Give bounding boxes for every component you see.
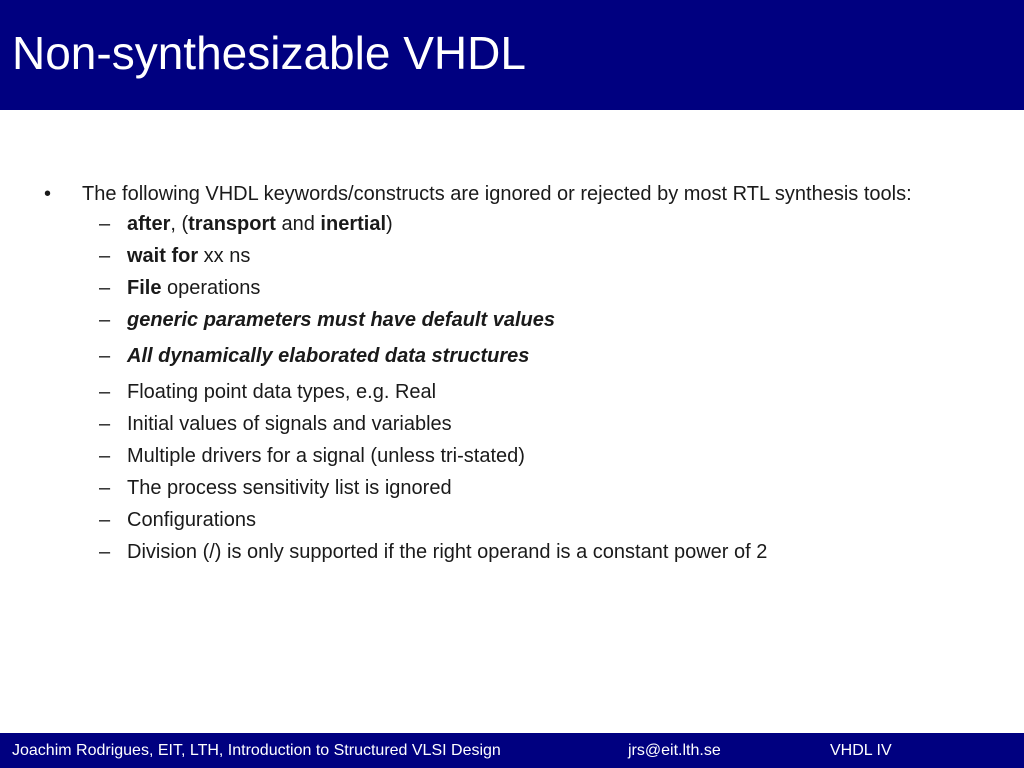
drivers-text: Multiple drivers for a signal (unless tri-stated) xyxy=(127,445,525,467)
dash-marker: – xyxy=(99,381,111,403)
text-close: ) xyxy=(386,213,393,235)
bullet-marker: • xyxy=(44,183,52,205)
text-sep: , ( xyxy=(170,213,189,235)
list-item-drivers xyxy=(99,444,944,468)
list-item-floating xyxy=(99,380,944,404)
dash-marker: – xyxy=(99,413,111,435)
list-item-dynamic xyxy=(99,344,944,372)
file-rest: operations xyxy=(161,277,261,299)
main-bullet xyxy=(44,182,944,206)
title-bar xyxy=(0,0,1024,110)
slide-title: Non-synthesizable VHDL xyxy=(12,27,526,79)
list-item-file xyxy=(99,276,944,300)
list-item-sensitivity xyxy=(99,476,944,500)
list-item-wait xyxy=(99,244,944,268)
footer-bar xyxy=(0,733,1024,768)
wait-rest: xx ns xyxy=(198,245,251,267)
keyword-after: after xyxy=(127,213,171,235)
keyword-inertial: inertial xyxy=(320,213,386,235)
dash-marker: – xyxy=(99,277,111,299)
main-bullet-text: The following VHDL keywords/constructs are ignored or rejected by most RTL synthesis tools: xyxy=(82,183,912,205)
floating-text: Floating point data types, e.g. Real xyxy=(127,381,437,403)
dash-marker: – xyxy=(99,477,111,499)
list-item-after xyxy=(99,212,944,236)
dash-marker: – xyxy=(99,309,111,331)
list-item-initial xyxy=(99,412,944,436)
keyword-transport: transport xyxy=(188,213,276,235)
list-item-generic xyxy=(99,308,944,336)
generic-text: generic parameters must have default values xyxy=(127,309,555,331)
dash-marker: – xyxy=(99,213,111,235)
initial-text: Initial values of signals and variables xyxy=(127,413,452,435)
dash-marker: – xyxy=(99,509,111,531)
footer-email: jrs@eit.lth.se xyxy=(628,742,721,759)
footer-author: Joachim Rodrigues, EIT, LTH, Introduction to Structured VLSI Design xyxy=(12,742,501,759)
division-text: Division (/) is only supported if the right operand is a constant power of 2 xyxy=(127,541,768,563)
dash-marker: – xyxy=(99,445,111,467)
dynamic-text: All dynamically elaborated data structures xyxy=(127,345,530,367)
keyword-file: File xyxy=(127,277,162,299)
dash-marker: – xyxy=(99,245,111,267)
keyword-wait-for: wait for xyxy=(127,245,199,267)
sensitivity-text: The process sensitivity list is ignored xyxy=(127,477,452,499)
slide-content xyxy=(44,182,944,572)
text-and: and xyxy=(275,213,321,235)
construct-list xyxy=(44,212,944,564)
footer-section: VHDL IV xyxy=(830,742,892,759)
dash-marker: – xyxy=(99,345,111,367)
list-item-configurations xyxy=(99,508,944,532)
list-item-division xyxy=(99,540,944,564)
dash-marker: – xyxy=(99,541,111,563)
configurations-text: Configurations xyxy=(127,509,256,531)
